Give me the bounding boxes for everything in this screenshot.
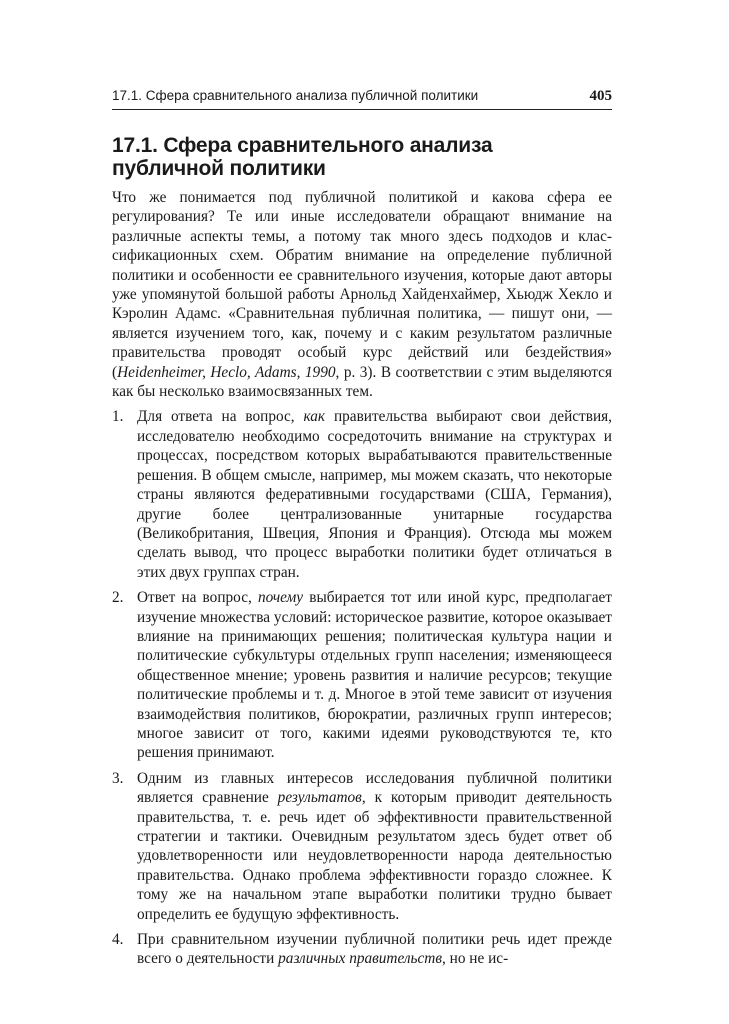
list-item-emphasis: различных правительств <box>278 950 442 968</box>
document-page <box>112 88 612 975</box>
list-item <box>112 407 612 582</box>
body-text <box>112 188 612 969</box>
list-item-emphasis: почему <box>257 589 304 607</box>
list-item-emphasis: как <box>303 408 326 426</box>
intro-paragraph <box>112 188 612 401</box>
list-item-text: Одним из главных интересов исследования публичной политики является сравнение <box>137 769 612 807</box>
list-item <box>112 769 612 924</box>
page-number: 405 <box>589 88 612 104</box>
running-header <box>112 88 612 110</box>
list-item-text: правительства выбирают свои действия, исследователю необходимо сосредоточить внимание на структурах и процессах, посредством которых вырабатываются правительственные решения. В общем смысле, например, мы можем сказать, что некоторые страны являются федеративными государствами (США, Германия), другие более централизованные унитарные государства (Великобритания, Швеция, Япония и Франция). Отсюда мы можем сделать вывод, что процесс выработки политики будет отличаться в этих двух группах стран. <box>137 408 613 581</box>
list-item-number: 2. <box>112 589 124 607</box>
section-title-line-2: публичной политики <box>112 157 326 180</box>
list-item-number: 4. <box>112 931 124 949</box>
section-title-line-1: 17.1. Сфера сравнительного анализа <box>112 134 493 157</box>
list-item <box>112 930 612 969</box>
list-item-text: , к которым приводит деятельность правительства, т. е. речь идет об эффективности правительственной стратегии и тактики. Очевидным результатом здесь будет ответ об удовлетворенности или неудовлетворенности народа деятельностью правительства. Однако проблема эффективности гораздо сложнее. К тому же на начальном этапе выработки политики трудно бывает определить ее будущую эффективность. <box>137 789 612 923</box>
list-item-number: 3. <box>112 769 124 787</box>
list-item <box>112 588 612 763</box>
list-item-text: При сравнительном изучении публичной политики речь идет прежде всего о деятельности <box>137 931 612 968</box>
list-item-text: Ответ на вопрос, <box>137 589 258 607</box>
enumerated-list <box>112 407 612 968</box>
list-item-emphasis: результатов <box>277 789 362 807</box>
list-item-text: Для ответа на вопрос, <box>137 408 304 426</box>
running-title: 17.1. Сфера сравнительного анализа публичной политики <box>112 88 479 103</box>
list-item-text: выбирается тот или иной курс, предполагает изучение множества условий: историческое развитие, которое оказывает влияние на принимающих решения; политическая культура нации и политические субкультуры отдельных групп населения; изменяющееся общественное мнение; уровень развития и наличие ресурсов; текущие политические проблемы и т. д. Многое в этой теме зависит от изучения взаимодействия политиков, бюрократии, различных групп интересов; многое зависит от того, какими идеями руководствуются те, кто решения принимают. <box>137 589 612 762</box>
intro-citation: Heidenheimer, Heclo, Adams, 1990 <box>117 363 336 381</box>
list-item-text: , но не ис- <box>442 950 509 968</box>
intro-text-part-1: Что же понимается под публичной политикой и какова сфера ее регулирования? Те или иные исследователи обращают внимание на различные аспекты темы, а потому так много здесь подходов и классификационных схем. Обратим внимание на определение публичной политики и особенности ее сравнительного изучения, которые дают авторы уже упомянутой большой работы Арнольд Хайденхаймер, Хьюдж Хекло и Кэролин Адамс. «Сравнительная публичная политика, — пишут они, — является изучением того, как, почему и с каким результатом различные правительства проводят особый курс действий или бездействия» ( <box>112 189 612 381</box>
list-item-number: 1. <box>112 408 124 426</box>
intro-text-part-2: , p. 3). В соответствии с этим выделяются как бы несколько взаимосвязанных тем. <box>112 363 613 401</box>
section-title <box>112 134 612 180</box>
